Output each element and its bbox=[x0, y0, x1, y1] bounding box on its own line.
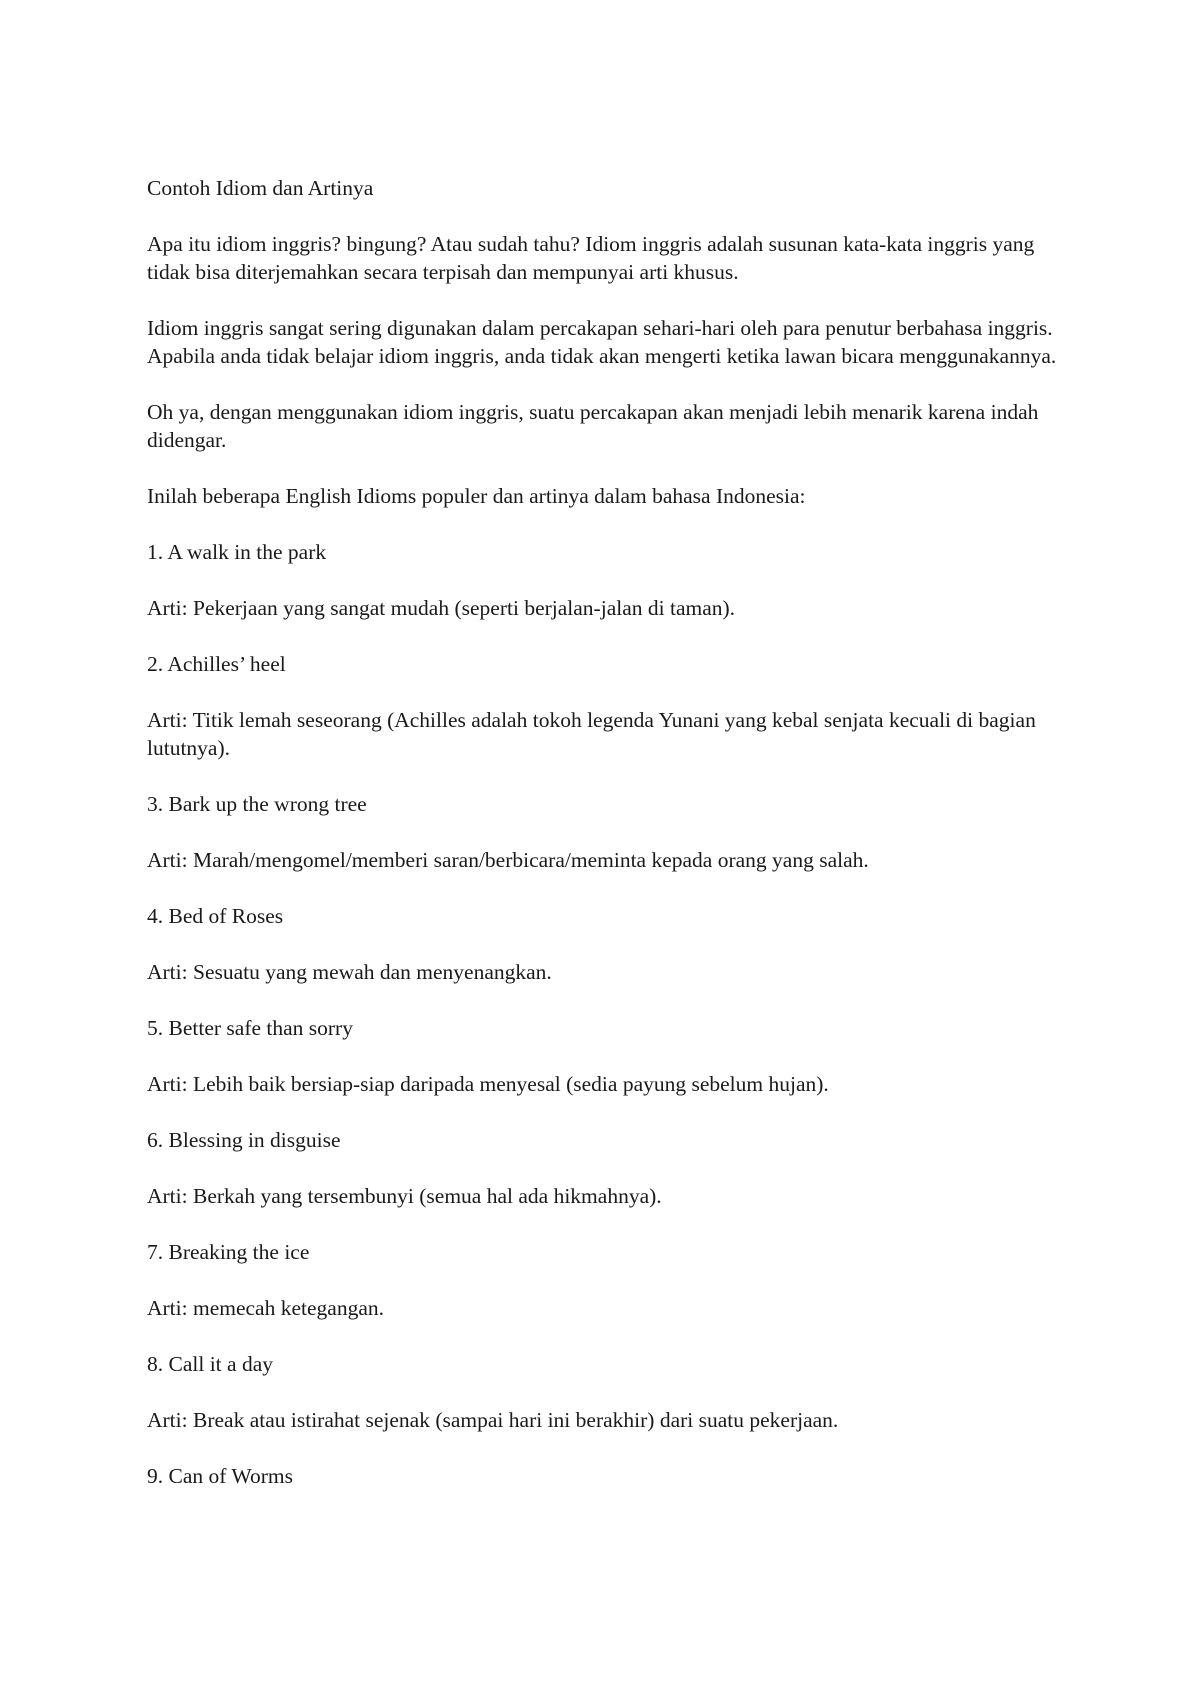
idiom-meaning: Arti: Sesuatu yang mewah dan menyenangkan. bbox=[147, 960, 552, 984]
idiom-heading: 7. Breaking the ice bbox=[147, 1240, 310, 1264]
intro-paragraph-4: Inilah beberapa English Idioms populer dan artinya dalam bahasa Indonesia: bbox=[147, 484, 806, 508]
intro-paragraph-2: Idiom inggris sangat sering digunakan dalam percakapan sehari-hari oleh para penutur berbahasa inggris. Apabila anda tidak belajar idiom inggris, anda tidak akan mengerti ketika lawan bicara menggunakannya. bbox=[147, 316, 1057, 368]
idiom-heading: 9. Can of Worms bbox=[147, 1464, 293, 1488]
idiom-meaning: Arti: Pekerjaan yang sangat mudah (seperti berjalan-jalan di taman). bbox=[147, 596, 736, 620]
idiom-heading: 3. Bark up the wrong tree bbox=[147, 792, 367, 816]
idiom-heading: 2. Achilles’ heel bbox=[147, 652, 286, 676]
idiom-heading: 4. Bed of Roses bbox=[147, 904, 284, 928]
idiom-meaning: Arti: Titik lemah seseorang (Achilles adalah tokoh legenda Yunani yang kebal senjata kecuali di bagian lututnya). bbox=[147, 708, 1036, 760]
intro-paragraph-1: Apa itu idiom inggris? bingung? Atau sudah tahu? Idiom inggris adalah susunan kata-kata inggris yang tidak bisa diterjemahkan secara terpisah dan mempunyai arti khusus. bbox=[147, 232, 1035, 284]
idiom-heading: 5. Better safe than sorry bbox=[147, 1016, 353, 1040]
idiom-meaning: Arti: Lebih baik bersiap-siap daripada menyesal (sedia payung sebelum hujan). bbox=[147, 1072, 829, 1096]
idiom-heading: 1. A walk in the park bbox=[147, 540, 327, 564]
idiom-meaning: Arti: Berkah yang tersembunyi (semua hal ada hikmahnya). bbox=[147, 1184, 662, 1208]
idiom-meaning: Arti: Marah/mengomel/memberi saran/berbicara/meminta kepada orang yang salah. bbox=[147, 848, 869, 872]
idiom-heading: 6. Blessing in disguise bbox=[147, 1128, 341, 1152]
idiom-heading: 8. Call it a day bbox=[147, 1352, 273, 1376]
document-title: Contoh Idiom dan Artinya bbox=[147, 176, 374, 200]
document-body bbox=[147, 174, 1067, 1518]
idiom-meaning: Arti: Break atau istirahat sejenak (sampai hari ini berakhir) dari suatu pekerjaan. bbox=[147, 1408, 839, 1432]
intro-paragraph-3: Oh ya, dengan menggunakan idiom inggris, suatu percakapan akan menjadi lebih menarik karena indah didengar. bbox=[147, 400, 1039, 452]
idiom-meaning: Arti: memecah ketegangan. bbox=[147, 1296, 384, 1320]
